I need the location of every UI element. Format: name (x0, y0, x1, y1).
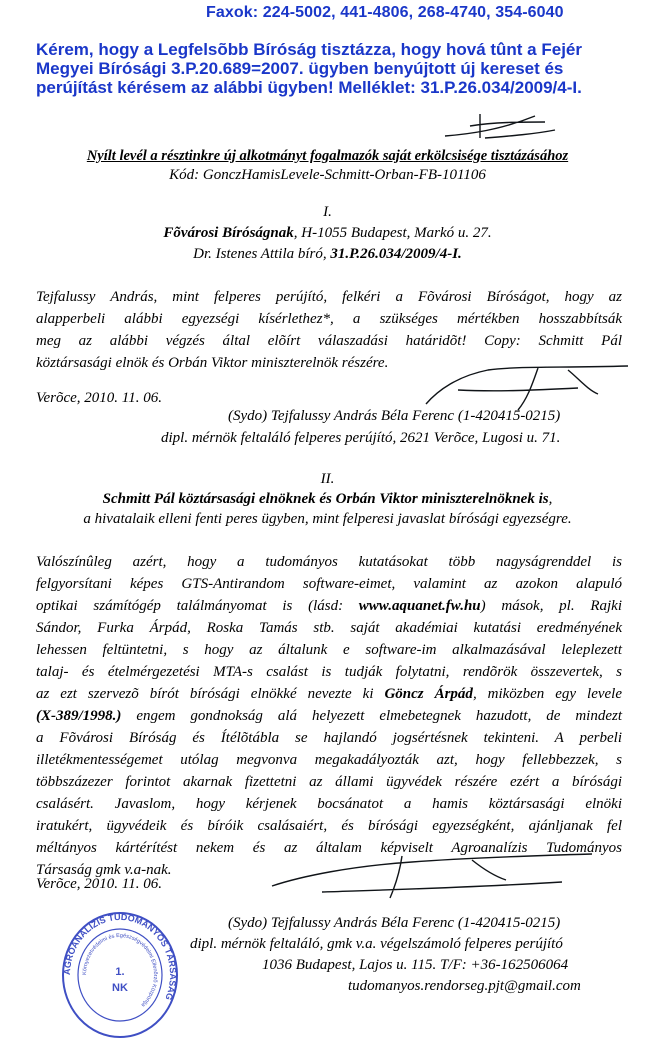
court-name: Fõvárosi Bíróságnak (163, 225, 294, 241)
paragraph-text: többszázezer forintot akarnak fizettetni az állami ügyvédek részére ezért a bírósági (36, 774, 622, 790)
stamp-code: NK (112, 982, 128, 994)
paragraph-text: felgyorsítani képes GTS-Antirandom software-eimet, valamint az azokon alapuló (36, 576, 622, 592)
signer-email: tudomanyos.rendorseg.pjt@gmail.com (348, 978, 581, 994)
paragraph-line (36, 639, 622, 661)
paragraph-text: Valószínûleg azért, hogy a tudományos kutatásokat több nagyságrenddel is (36, 554, 622, 570)
paragraph-text: , miközben egy levele (472, 686, 623, 702)
paragraph-line (36, 595, 622, 617)
addressee-punct: , (548, 491, 553, 507)
signature-section2 (262, 846, 602, 906)
paragraph-line: Tejfalussy András, mint felperes perújító, felkéri a Fõvárosi Bíróságot, hogy az (36, 289, 622, 305)
paragraph-text: illetékmentességemet utólag megvonva megakadályozták azt, hogy fellebbezzek, s (36, 752, 622, 768)
signature-top (440, 108, 560, 148)
signer-title: dipl. mérnök feltaláló, gmk v.a. végelszámoló felperes perújító (190, 936, 563, 952)
signer-name: (Sydo) Tejfalussy András Béla Ferenc (1-420415-0215) (228, 915, 561, 931)
fax-numbers: Faxok: 224-5002, 441-4806, 268-4740, 354-6040 (206, 4, 564, 21)
place-date: Verõce, 2010. 11. 06. (36, 390, 162, 406)
signer-address: 1036 Budapest, Lajos u. 115. T/F: +36-162506064 (262, 957, 569, 973)
paragraph-line: köztársasági elnök és Orbán Viktor miniszterelnök részére. (36, 355, 389, 371)
signer-title: dipl. mérnök feltaláló felperes perújító, 2621 Verõce, Lugosi u. 71. (161, 430, 561, 446)
paragraph-line (36, 573, 622, 595)
addressee-line (0, 491, 655, 508)
signature-section1 (418, 360, 638, 415)
signer-name: (Sydo) Tejfalussy András Béla Ferenc (1-420415-0215) (228, 408, 561, 424)
section2-paragraph (36, 551, 622, 881)
emphasized-text: Göncz Árpád (384, 686, 473, 702)
paragraph-text: csalásért. Javaslom, hogy kérjenek bocsánatot a hamis köztársasági elnöki (36, 796, 622, 812)
court-address-text: , H-1055 Budapest, Markó u. 27. (293, 225, 492, 241)
paragraph-text: iratukért, ügyvédeik és bíróik csalásaiért, és bírósági egyezségként, ajánljanak fel (36, 818, 622, 834)
emphasized-text: (X-389/1998.) (36, 708, 122, 724)
paragraph-line (36, 815, 622, 837)
paragraph-line: meg az alábbi végzés által elõírt válaszadási határidõt! Copy: Schmitt Pál (36, 333, 622, 349)
paragraph-text: talaj- és ételmérgezetési MTA-s csalást is tudják folytatni, rendõrök összevertek, s (36, 664, 622, 680)
paragraph-line (36, 661, 622, 683)
paragraph-text: a Fõvárosi Bíróság és Ítélõtábla se hajlandó jogsértésnek tekinteni. A perbeli (36, 730, 622, 746)
court-address (0, 225, 655, 242)
place-date: Verõce, 2010. 11. 06. (36, 876, 162, 892)
section-numeral: I. (323, 204, 332, 220)
paragraph-line (36, 683, 622, 705)
stamp-number: 1. (115, 966, 125, 978)
judge-name: Dr. Istenes Attila bíró, (193, 246, 331, 262)
request-line: Megyei Bírósági 3.P.20.689=2007. ügyben benyújtott új kereset és (36, 59, 564, 78)
paragraph-line: Társaság gmk v.a-nak. (36, 862, 172, 878)
case-number: 31.P.26.034/2009/4-I. (330, 246, 462, 262)
paragraph-line (36, 749, 622, 771)
section2-subtitle: a hivatalaik elleni fenti peres ügyben, mint felperesi javaslat bírósági egyezségre. (83, 511, 572, 527)
addressee: Schmitt Pál köztársasági elnöknek és Orbán Viktor miniszterelnöknek is (102, 491, 549, 507)
paragraph-line (36, 705, 622, 727)
request-line: perújítást kérésem az alábbi ügyben! Melléklet: 31.P.26.034/2009/4-I. (36, 78, 582, 97)
stamp-ring-text: AGROANALÍZIS TUDOMÁNYOS TÁRSASÁG (61, 911, 179, 1002)
organization-stamp (60, 905, 180, 1040)
paragraph-line: alapperbeli alábbi egyezségi kísérlethez*, a szükséges mértékben hosszabbítsák (36, 311, 622, 327)
paragraph-line (36, 771, 622, 793)
judge-line (0, 246, 655, 263)
paragraph-line (36, 727, 622, 749)
paragraph-text: optikai számítógép találmányomat is (lásd: (36, 598, 359, 614)
letter-title: Nyílt levél a résztinkre új alkotmányt fogalmazók saját erkölcsisége tisztázásához (86, 148, 569, 164)
request-line: Kérem, hogy a Legfelsõbb Bíróság tisztázza, hogy hová tûnt a Fejér (36, 40, 582, 59)
paragraph-line (36, 617, 622, 639)
paragraph-text: ) mások, pl. Rajki (480, 598, 622, 614)
paragraph-text: engem gondnokság alá helyezett elmebetegnek hazudott, de mindezt (121, 708, 622, 724)
paragraph-line (36, 551, 622, 573)
paragraph-text: az ezt szervezõ bírót bírósági elnökké nevezte ki (36, 686, 385, 702)
request-note (36, 40, 651, 97)
stamp-inner-text: Környezetvédelmi és Egészségvédelmi Ellenõrzõ Központja (81, 932, 159, 1008)
letter-code: Kód: GonczHamisLevele-Schmitt-Orban-FB-101106 (169, 167, 486, 183)
paragraph-text: lehessen feltüntetni, s hogy az általunk e software-im alkalmazásával leleplezett (36, 642, 622, 658)
paragraph-line (36, 793, 622, 815)
emphasized-text: www.aquanet.fw.hu (358, 598, 481, 614)
paragraph-text: Sándor, Furka Árpád, Roska Tamás stb. saját akadémiai kutatási eredményének (36, 620, 622, 636)
section-numeral: II. (320, 471, 335, 487)
paragraph-text: méltányos kártérítést nekem és az általam képviselt Agroanalízis Tudományos (36, 840, 622, 856)
